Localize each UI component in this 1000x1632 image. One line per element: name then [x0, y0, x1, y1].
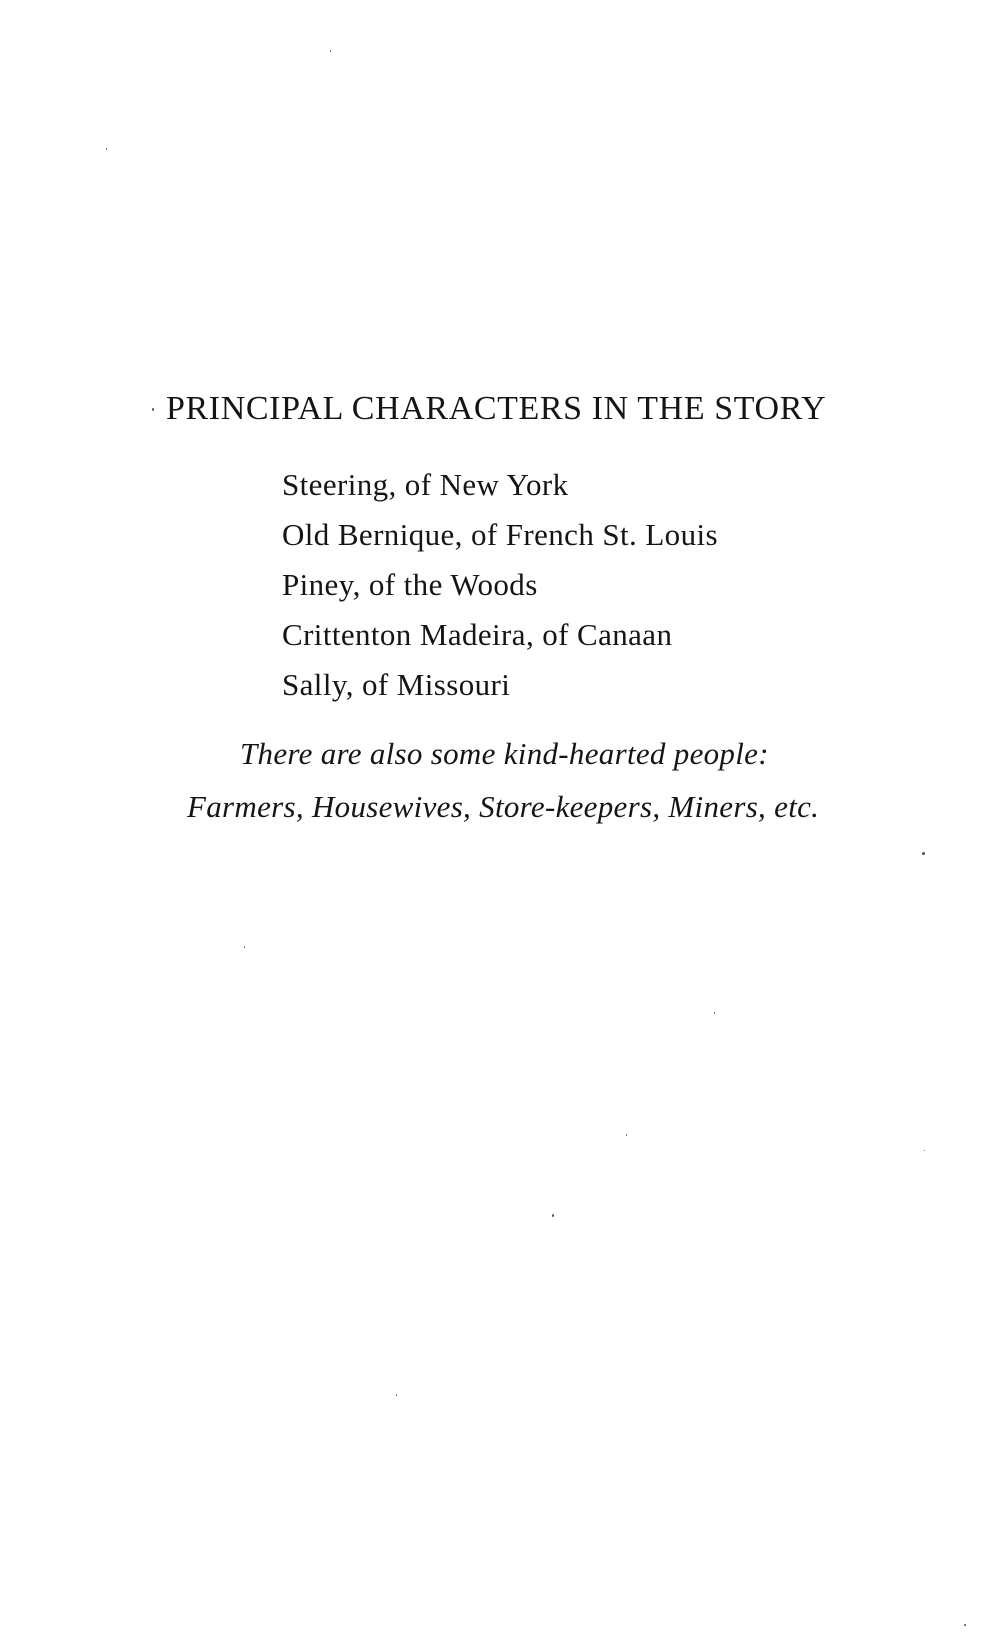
supporting-cast-note-line-1: There are also some kind-hearted people:: [240, 736, 769, 771]
scan-speck: [396, 1394, 397, 1396]
scan-speck: [106, 148, 107, 150]
character-entry: Sally, of Missouri: [282, 667, 511, 702]
character-entry: Piney, of the Woods: [282, 567, 538, 602]
scan-speck: [330, 50, 331, 52]
scan-speck: [626, 1134, 627, 1136]
scan-speck: [922, 852, 925, 855]
scan-speck: [924, 1150, 925, 1151]
character-entry: Crittenton Madeira, of Canaan: [282, 617, 673, 652]
character-entry: Old Bernique, of French St. Louis: [282, 517, 718, 552]
scan-speck: [552, 1214, 554, 1217]
scan-speck: [714, 1012, 715, 1014]
page-heading: PRINCIPAL CHARACTERS IN THE STORY: [166, 390, 827, 427]
scan-speck: [152, 408, 154, 411]
supporting-cast-note-line-2: Farmers, Housewives, Store-keepers, Miners, etc.: [187, 789, 820, 824]
character-entry: Steering, of New York: [282, 467, 569, 502]
scan-speck: [244, 946, 245, 948]
character-list: [282, 466, 718, 716]
scan-speck: [964, 1624, 966, 1626]
